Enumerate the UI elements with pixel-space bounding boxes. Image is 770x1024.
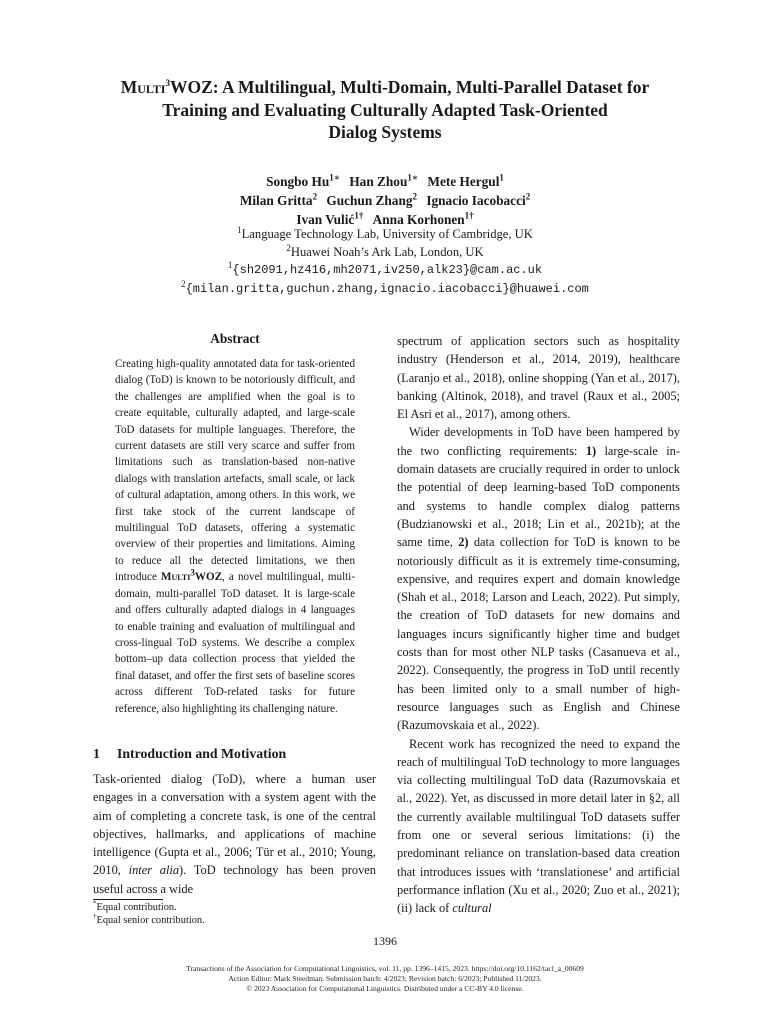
author: Guchun Zhang$^2$ (326, 191, 417, 208)
footnote-senior-contribution: †Equal senior contribution. (93, 912, 205, 926)
abstract-heading: Abstract (210, 331, 260, 346)
affiliation-1: $^1$Language Technology Lab, University of Cambridge, UK (237, 224, 533, 241)
author: Ivan Vulić$^{1\dagger}$ (296, 210, 364, 227)
paragraph: Recent work has recognized the need to expand the reach of multilingual ToD technology to more languages via collecting multilingual ToD data (Razumovskaia et al., 2022). Yet, as discussed in more detail later in §2, all the currently available multilingual ToD datasets suffer from one or several serious limitations: (i) the predominant reliance on translation-based data creation that introduces issues with ‘translationese’ and artificial performance inflation (Xu et al., 2020; Zuo et al., 2021); (ii) lack of cultural (397, 736, 680, 916)
title-superscript: 3 (165, 78, 170, 89)
title-line-2: Training and Evaluating Culturally Adapted Task-Oriented (162, 99, 608, 120)
author: Han Zhou$^{1∗}$ (349, 172, 419, 189)
abstract-body: Creating high-quality annotated data for task-oriented dialog (ToD) is known to be notoriously difficult, and the challenges are amplified when the goal is to create equitable, culturally adapted, and large-scale ToD datasets for multiple languages. Therefore, the current datasets are still very scarce and suffer from limitations such as translation-based non-native dialogs with translation artefacts, small scale, or lack of cultural adaptation, among others. In this work, we first take stock of the current landscape of multilingual ToD datasets, offering a systematic overview of their properties and limitations. Aiming to reduce all the detected limitations, we then introduce Multi$^3$WOZ, a novel multilingual, multi-domain, multi-parallel ToD dataset. It is large-scale and offers culturally adapted dialogs in 4 languages to enable training and evaluation of multilingual and cross-lingual ToD systems. We describe a complex bottom–up data collection process that yielded the final dataset, and offer the first sets of baseline scores across different ToD-related tasks for future reference, also highlighting its challenging nature. (115, 358, 356, 715)
author-list (60, 172, 710, 229)
affiliations (60, 226, 710, 298)
affiliation-2: $^2$Huawei Noah’s Ark Lab, London, UK (286, 242, 484, 259)
author-row-1 (60, 172, 710, 191)
title-line-1 (60, 76, 710, 99)
email-cambridge: $^1${sh2091,hz416,mh2071,iv250,alk23}@cam.ac.uk (227, 259, 543, 277)
title-line-3: Dialog Systems (328, 122, 442, 142)
title-line-1-text: WOZ: A Multilingual, Multi-Domain, Multi-Parallel Dataset for (169, 77, 650, 97)
footnote-equal-contribution: *Equal contribution. (93, 899, 177, 913)
author-row-2 (60, 191, 710, 210)
section-heading-introduction: 1 Introduction and Motivation (93, 746, 287, 761)
paper-title (60, 76, 710, 144)
footer-citation: Transactions of the Association for Computational Linguistics, vol. 11, pp. 1396–1415, 2023. https://doi.org/10.1162/tacl_a_00609 (186, 964, 584, 973)
journal-footer (60, 964, 710, 994)
paragraph: Wider developments in ToD have been hampered by the two conflicting requirements: 1) large-scale in-domain datasets are crucially required in order to unlock the potential of deep learning-based ToD components and systems to handle complex dialog patterns (Budzianowski et al., 2018; Lin et al., 2021b); at the same time, 2) data collection for ToD is known to be notoriously difficult as it is extremely time-consuming, expensive, and requires expert and domain knowledge (Shah et al., 2018; Larson and Leach, 2022). Put simply, the creation of ToD datasets for new domains and languages incurs significantly higher time and budget costs than for most other NLP tasks (Casanueva et al., 2022). Consequently, the progress in ToD until recently has been limited only to a small number of high-resource languages such as English and Chinese (Razumovskaia et al., 2022). (397, 425, 680, 733)
footer-license: © 2023 Association for Computational Linguistics. Distributed under a CC-BY 4.0 license. (246, 984, 524, 993)
author: Mete Hergul$^1$ (427, 172, 504, 189)
email-huawei: $^2${milan.gritta,guchun.zhang,ignacio.iacobacci}@huawei.com (181, 278, 589, 296)
footnotes (93, 898, 376, 927)
footer-editor: Action Editor: Mark Steedman. Submission batch: 4/2023; Revision batch: 6/2023; Published 11/2023. (228, 974, 542, 983)
right-column (397, 332, 680, 918)
title-multi: Multi (120, 77, 166, 97)
author: Songbo $Hu^{1∗}$ (266, 172, 340, 189)
paragraph: spectrum of application sectors such as hospitality industry (Henderson et al., 2014, 2019), healthcare (Laranjo et al., 2018), online shopping (Yan et al., 2017), banking (Altinok, 2018), and travel (Raux et al., 2005; El Asri et al., 2017), among others. (397, 334, 680, 422)
author: Anna Korhonen$^{1\dagger}$ (372, 210, 474, 227)
author: Ignacio Iacobacci$^2$ (426, 191, 531, 208)
introduction-paragraph: Task-oriented dialog (ToD), where a human user engages in a conversation with a system agent with the aim of completing a concrete task, is one of the central objectives, hallmarks, and applications of machine intelligence (Gupta et al., 2006; Tür et al., 2010; Young, 2010, inter alia). ToD technology has been proven useful across a wide (93, 772, 376, 896)
page-number: 1396 (373, 934, 397, 948)
author: Milan Gritta$^2$ (239, 191, 318, 208)
